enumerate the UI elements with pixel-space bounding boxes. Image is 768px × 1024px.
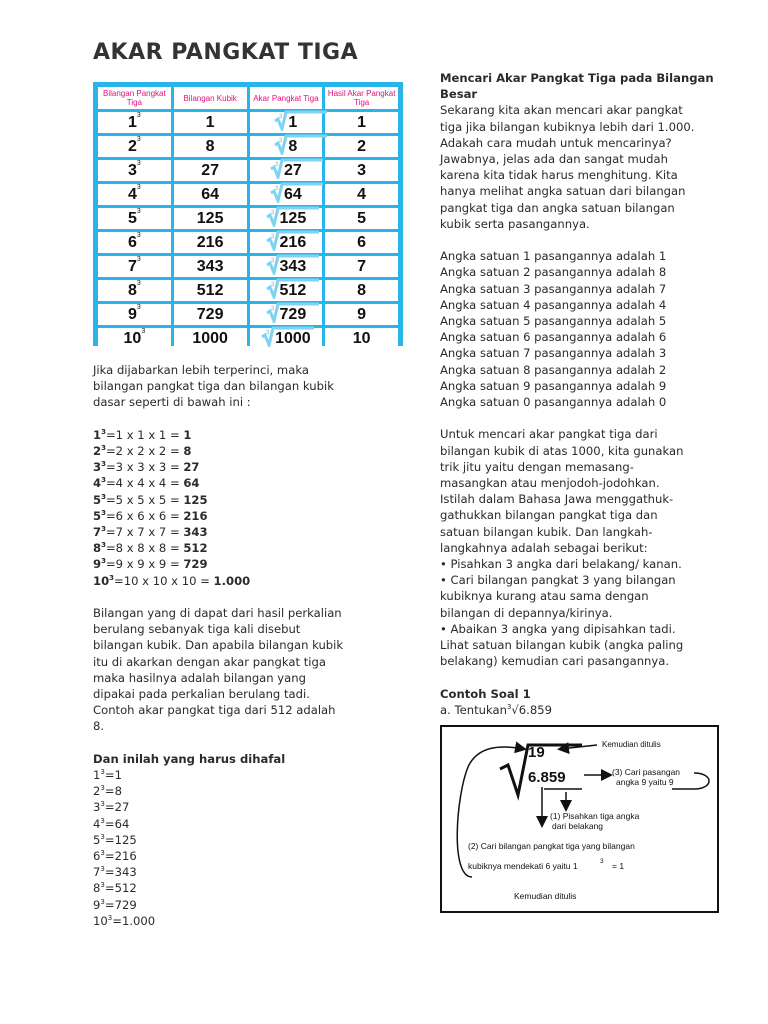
value: =64 xyxy=(104,816,130,831)
exponent: 3 xyxy=(100,784,105,793)
exponent: 3 xyxy=(109,573,115,582)
cell-cube: 512 xyxy=(174,280,247,301)
value: =216 xyxy=(104,849,137,864)
intro-line: Jawabnya, jelas ada dan sangat mudah xyxy=(440,152,668,167)
expansion-result: 216 xyxy=(183,508,208,523)
value: =1.000 xyxy=(112,913,156,928)
exponent: 3 xyxy=(101,427,106,436)
table-row xyxy=(98,280,398,301)
cell-root xyxy=(250,304,323,325)
exponent: 3 xyxy=(136,183,141,191)
explanation-line: itu di akarkan dengan akar pangkat tiga xyxy=(93,654,326,669)
root-expression xyxy=(270,186,302,204)
pair-line: Angka satuan 6 pasangannya adalah 6 xyxy=(440,330,667,345)
pair-line: Angka satuan 8 pasangannya adalah 2 xyxy=(440,362,667,377)
steps-intro-line: bilangan kubik di atas 1000, kita gunakan xyxy=(440,443,684,458)
root-expression xyxy=(274,138,297,156)
base-value: 6 xyxy=(127,233,137,251)
cell-base xyxy=(98,160,171,181)
root-value: 8 xyxy=(288,137,298,155)
base: 9 xyxy=(93,897,101,912)
cell-base xyxy=(98,232,171,253)
header-cell: Bilangan Pangkat Tiga xyxy=(98,87,171,109)
diagram-radicand: 6.859 xyxy=(528,769,566,786)
expansion-base xyxy=(93,509,106,523)
note-middle-2: dari belakang xyxy=(552,821,604,831)
base: 6 xyxy=(93,849,101,864)
intro-line: Jika dijabarkan lebih terperinci, maka xyxy=(93,363,309,377)
expansion-base xyxy=(93,476,106,490)
cell-result: 5 xyxy=(325,208,398,229)
cell-result: 6 xyxy=(325,232,398,253)
base: 2 xyxy=(93,784,101,799)
base-value: 10 xyxy=(123,329,142,347)
steps-intro-line: masangkan atau menjodoh-jodohkan. xyxy=(440,476,660,491)
exponent: 3 xyxy=(100,816,105,825)
expansion-expr: =2 x 2 x 2 = xyxy=(105,444,184,458)
expansion-expr: =3 x 3 x 3 = xyxy=(105,460,184,475)
note-middle-1: (1) Pisahkan tiga angka xyxy=(550,811,640,821)
cell-cube: 729 xyxy=(174,304,247,325)
root-expression xyxy=(270,162,302,180)
cell-cube: 64 xyxy=(174,184,247,205)
expansion-result: 1 xyxy=(183,427,192,442)
expansion-result: 343 xyxy=(183,525,208,540)
table-row xyxy=(98,328,398,349)
exponent: 3 xyxy=(100,881,105,890)
cube-root-diagram xyxy=(440,725,719,913)
root-value: 343 xyxy=(279,257,307,275)
exponent: 3 xyxy=(100,897,105,906)
value: =125 xyxy=(104,832,137,847)
root-value: 216 xyxy=(279,233,307,251)
base: 10 xyxy=(93,913,108,928)
memorize-heading: Dan inilah yang harus dihafal xyxy=(93,751,286,766)
exponent: 3 xyxy=(101,541,106,550)
expansion-line xyxy=(93,508,373,524)
example-question xyxy=(440,702,730,718)
expansion-expr: =7 x 7 x 7 = xyxy=(105,525,184,540)
steps-intro-line: gathukkan bilangan pangkat tiga dan xyxy=(440,508,658,523)
cell-result: 7 xyxy=(325,256,398,277)
base: 1 xyxy=(93,427,102,442)
expansion-line xyxy=(93,492,373,508)
exponent: 3 xyxy=(141,327,146,335)
step-line: bilangan di depannya/kirinya. xyxy=(440,605,613,620)
intro-line: dasar seperti di bawah ini : xyxy=(93,395,251,410)
explanation-line: Bilangan yang di dapat dari hasil perkalian xyxy=(93,606,342,621)
root-value: 64 xyxy=(283,185,302,203)
cell-cube: 216 xyxy=(174,232,247,253)
base: 3 xyxy=(93,800,101,815)
loop-arrow xyxy=(457,747,524,877)
base-value: 2 xyxy=(127,137,137,155)
memorize-line xyxy=(93,816,373,832)
cell-root xyxy=(250,112,323,133)
table-row xyxy=(98,160,398,181)
expansion-line xyxy=(93,573,373,589)
cell-cube: 27 xyxy=(174,160,247,181)
exponent: 3 xyxy=(101,444,106,453)
steps-intro-line: langkahnya adalah sebagai berikut: xyxy=(440,540,648,555)
step-line: • Cari bilangan pangkat 3 yang bilangan xyxy=(440,573,676,588)
base: 10 xyxy=(93,573,110,588)
expansion-result: 729 xyxy=(183,557,208,572)
table-row xyxy=(98,256,398,277)
exponent: 3 xyxy=(136,303,141,311)
exponent: 3 xyxy=(100,800,105,809)
header-cell: Bilangan Kubik xyxy=(174,87,247,109)
intro-line: tiga jika bilangan kubiknya lebih dari 1.000. xyxy=(440,119,695,134)
memorize-line xyxy=(93,897,373,913)
value: =729 xyxy=(104,897,137,912)
exponent: 3 xyxy=(136,207,141,215)
expansion-line xyxy=(93,475,373,491)
pair-line: Angka satuan 7 pasangannya adalah 3 xyxy=(440,346,667,361)
cell-root xyxy=(250,136,323,157)
pair-line: Angka satuan 2 pasangannya adalah 8 xyxy=(440,265,667,280)
step-line: • Abaikan 3 angka yang dipisahkan tadi. xyxy=(440,621,676,636)
cell-result: 4 xyxy=(325,184,398,205)
cell-result: 3 xyxy=(325,160,398,181)
intro-line: karena kita tidak harus menghitung. Kita xyxy=(440,168,678,183)
memorize-line xyxy=(93,848,373,864)
exponent: 3 xyxy=(101,460,106,469)
base: 2 xyxy=(93,444,102,458)
expansion-base xyxy=(93,541,106,555)
cell-root xyxy=(250,208,323,229)
expansion-result: 27 xyxy=(183,460,200,475)
cell-base xyxy=(98,256,171,277)
cell-result: 2 xyxy=(325,136,398,157)
base: 7 xyxy=(93,525,102,540)
root-index: 3 xyxy=(279,137,283,144)
expansion-expr: =1 x 1 x 1 = xyxy=(105,427,184,442)
expansion-base xyxy=(93,428,106,442)
example-value: √6.859 xyxy=(511,702,552,717)
root-expression xyxy=(266,234,307,252)
cell-cube: 1000 xyxy=(174,328,247,349)
root-expression xyxy=(266,210,307,228)
base: 3 xyxy=(93,460,102,475)
expansion-result: 64 xyxy=(183,476,200,491)
intro-line: Adakah cara mudah untuk mencarinya? xyxy=(440,135,672,150)
explanation-line: Contoh akar pangkat tiga dari 512 adalah xyxy=(93,703,336,718)
cell-cube: 8 xyxy=(174,136,247,157)
value: =1 xyxy=(104,768,122,783)
expansion-base xyxy=(93,557,106,571)
exponent: 3 xyxy=(136,135,141,143)
root-expression xyxy=(266,282,307,300)
expansion-line xyxy=(93,459,373,475)
memorize-line xyxy=(93,799,373,815)
expansion-base xyxy=(93,493,106,507)
exponent: 3 xyxy=(101,492,106,501)
cell-base xyxy=(98,280,171,301)
base-value: 9 xyxy=(127,305,137,323)
radical-icon xyxy=(274,109,328,131)
root-index: 3 xyxy=(270,209,274,216)
header-cell: Akar Pangkat Tiga xyxy=(250,87,323,109)
memorize-line xyxy=(93,783,373,799)
cube-table xyxy=(93,82,403,346)
cell-cube: 125 xyxy=(174,208,247,229)
exponent: 3 xyxy=(136,279,141,287)
exponent: 3 xyxy=(101,525,106,534)
expansion-expr: =6 x 6 x 6 = xyxy=(105,508,184,523)
table-row xyxy=(98,136,398,157)
cell-result: 10 xyxy=(325,328,398,349)
expansion-base xyxy=(93,444,106,458)
intro-line: bilangan pangkat tiga dan bilangan kubik xyxy=(93,379,334,394)
pair-line: Angka satuan 9 pasangannya adalah 9 xyxy=(440,378,667,393)
explanation-line: dipakai pada perkalian berulang tadi. xyxy=(93,687,310,702)
exponent: 3 xyxy=(101,557,106,566)
root-value: 125 xyxy=(279,209,307,227)
step-line: belakang) kemudian cari pasangannya. xyxy=(440,654,670,669)
root-value: 729 xyxy=(279,305,307,323)
steps-intro-line: Untuk mencari akar pangkat tiga dari xyxy=(440,427,658,442)
base: 8 xyxy=(93,541,102,556)
explanation-line: bilangan kubik. Dan apabila bilangan kubik xyxy=(93,638,344,653)
memorize-line xyxy=(93,767,373,783)
cell-root xyxy=(250,160,323,181)
base: 4 xyxy=(93,476,102,491)
cell-root xyxy=(250,232,323,253)
expansion-base xyxy=(93,460,106,474)
note-top: Kemudian ditulis xyxy=(602,740,661,749)
root-value: 27 xyxy=(283,161,302,179)
pair-line: Angka satuan 0 pasangannya adalah 0 xyxy=(440,395,667,410)
expansion-result: 1.000 xyxy=(213,573,251,588)
memorize-line xyxy=(93,880,373,896)
root-expression xyxy=(266,258,307,276)
memorize-line xyxy=(93,913,373,929)
table-header-row xyxy=(98,87,398,109)
root-expression xyxy=(274,114,297,132)
base-value: 5 xyxy=(127,209,137,227)
diagram-result: 19 xyxy=(528,744,545,761)
exponent: 3 xyxy=(101,476,106,485)
exponent: 3 xyxy=(136,111,141,119)
explanation-line: maka hasilnya adalah bilangan yang xyxy=(93,670,306,685)
root-index: 3 xyxy=(270,233,274,240)
base: 5 xyxy=(93,508,102,523)
intro-line: hanya melihat angka satuan dari bilangan xyxy=(440,184,686,199)
cell-base xyxy=(98,112,171,133)
root-index: 3 xyxy=(270,305,274,312)
cell-base xyxy=(98,208,171,229)
exponent: 3 xyxy=(136,231,141,239)
base: 5 xyxy=(93,832,101,847)
note-bottom-2: kubiknya mendekati 6 yaitu 1 xyxy=(468,861,578,871)
example-heading: Contoh Soal 1 xyxy=(440,686,531,701)
exponent: 3 xyxy=(107,914,113,922)
base-value: 8 xyxy=(127,281,137,299)
expansion-line xyxy=(93,540,373,556)
cell-root xyxy=(250,280,323,301)
expansion-line xyxy=(93,443,373,459)
steps-intro-line: trik jitu yaitu dengan memasang- xyxy=(440,459,634,474)
header-cell: Hasil Akar Pangkat Tiga xyxy=(325,87,398,109)
cell-result: 8 xyxy=(325,280,398,301)
exponent: 3 xyxy=(100,832,105,841)
value: =343 xyxy=(104,865,137,880)
root-index: 3 xyxy=(279,113,283,120)
expansion-line xyxy=(93,524,373,540)
cell-base xyxy=(98,304,171,325)
example-exp: 3 xyxy=(506,703,512,712)
cell-result: 1 xyxy=(325,112,398,133)
memorize-line xyxy=(93,832,373,848)
expansion-result: 125 xyxy=(183,492,208,507)
pair-line: Angka satuan 5 pasangannya adalah 5 xyxy=(440,314,667,329)
memorize-line xyxy=(93,864,373,880)
cell-base xyxy=(98,136,171,157)
cell-root xyxy=(250,184,323,205)
root-index: 3 xyxy=(266,329,270,336)
expansion-result: 512 xyxy=(183,541,208,556)
cell-root xyxy=(250,256,323,277)
step-line: Lihat satuan bilangan kubik (angka paling xyxy=(440,638,684,653)
base-value: 4 xyxy=(127,185,137,203)
base: 8 xyxy=(93,881,101,896)
table-row xyxy=(98,184,398,205)
exponent: 3 xyxy=(136,159,141,167)
note-bottom-1: (2) Cari bilangan pangkat tiga yang bilangan xyxy=(468,841,635,851)
page-title: AKAR PANGKAT TIGA xyxy=(93,40,359,65)
base-value: 3 xyxy=(127,161,137,179)
root-index: 3 xyxy=(270,281,274,288)
expansion-line xyxy=(93,556,373,572)
steps-intro-line: Istilah dalam Bahasa Jawa menggathuk- xyxy=(440,492,674,507)
expansion-expr: =8 x 8 x 8 = xyxy=(105,541,184,556)
note-right-1: (3) Cari pasangan xyxy=(612,767,681,777)
expansion-base xyxy=(93,525,106,539)
exponent: 3 xyxy=(136,255,141,263)
diagram-drawing xyxy=(442,727,717,911)
base: 4 xyxy=(93,816,101,831)
cell-result: 9 xyxy=(325,304,398,325)
steps-intro-line: satuan bilangan kubik. Dan langkah- xyxy=(440,524,653,539)
explanation-line: berulang sebanyak tiga kali disebut xyxy=(93,622,301,637)
root-index: 3 xyxy=(274,161,279,168)
table-row xyxy=(98,112,398,133)
intro-line: kubik serta pasangannya. xyxy=(440,216,590,231)
left-column xyxy=(93,362,373,929)
root-index: 3 xyxy=(274,185,279,192)
step-line: • Pisahkan 3 angka dari belakang/ kanan. xyxy=(440,557,682,572)
cell-base xyxy=(98,328,171,349)
expansion-expr: =9 x 9 x 9 = xyxy=(105,557,184,572)
pair-line: Angka satuan 1 pasangannya adalah 1 xyxy=(440,249,667,264)
pair-line: Angka satuan 4 pasangannya adalah 4 xyxy=(440,297,667,312)
radical-icon xyxy=(274,133,328,155)
base: 5 xyxy=(93,492,102,507)
root-value: 1000 xyxy=(275,329,311,347)
exponent: 3 xyxy=(100,865,105,874)
step-line: kubiknya kurang atau sama dengan xyxy=(440,589,649,604)
base: 1 xyxy=(93,768,101,783)
section-heading: Mencari Akar Pangkat Tiga pada Bilangan xyxy=(440,71,714,85)
base-value: 7 xyxy=(127,257,137,275)
value: =27 xyxy=(104,800,130,815)
root-expression xyxy=(261,330,311,348)
cell-root xyxy=(250,328,323,349)
base: 9 xyxy=(93,557,102,572)
note-right-2: angka 9 yaitu 9 xyxy=(616,777,674,787)
exponent: 3 xyxy=(101,508,106,517)
note-bottom-exp: 3 xyxy=(600,858,604,865)
expansion-line xyxy=(93,427,373,443)
value: =8 xyxy=(104,784,122,799)
table-row xyxy=(98,304,398,325)
cell-base xyxy=(98,184,171,205)
intro-line: Sekarang kita akan mencari akar pangkat xyxy=(440,103,683,118)
right-column xyxy=(440,70,730,718)
note-footer: Kemudian ditulis xyxy=(514,891,577,901)
explanation-line: 8. xyxy=(93,719,105,734)
exponent: 3 xyxy=(100,768,105,777)
base-value: 1 xyxy=(127,113,137,131)
root-expression xyxy=(266,306,307,324)
expansion-expr: =5 x 5 x 5 = xyxy=(105,492,184,507)
example-prefix: a. Tentukan xyxy=(440,702,507,717)
base: 7 xyxy=(93,865,101,880)
expansion-expr: =4 x 4 x 4 = xyxy=(105,476,184,491)
table-row xyxy=(98,232,398,253)
table-row xyxy=(98,208,398,229)
expansion-base xyxy=(93,574,114,588)
pair-line: Angka satuan 3 pasangannya adalah 7 xyxy=(440,281,667,296)
expansion-result: 8 xyxy=(183,444,192,458)
intro-line: pangkat tiga dan angka satuan bilangan xyxy=(440,200,675,215)
root-value: 512 xyxy=(279,281,307,299)
note-bottom-eq: = 1 xyxy=(612,861,625,871)
section-heading: Besar xyxy=(440,87,478,102)
cell-cube: 343 xyxy=(174,256,247,277)
exponent: 3 xyxy=(100,849,105,858)
root-value: 1 xyxy=(288,113,298,131)
expansion-expr: =10 x 10 x 10 = xyxy=(114,573,214,588)
root-index: 3 xyxy=(270,257,274,264)
value: =512 xyxy=(104,881,137,896)
cell-cube: 1 xyxy=(174,112,247,133)
